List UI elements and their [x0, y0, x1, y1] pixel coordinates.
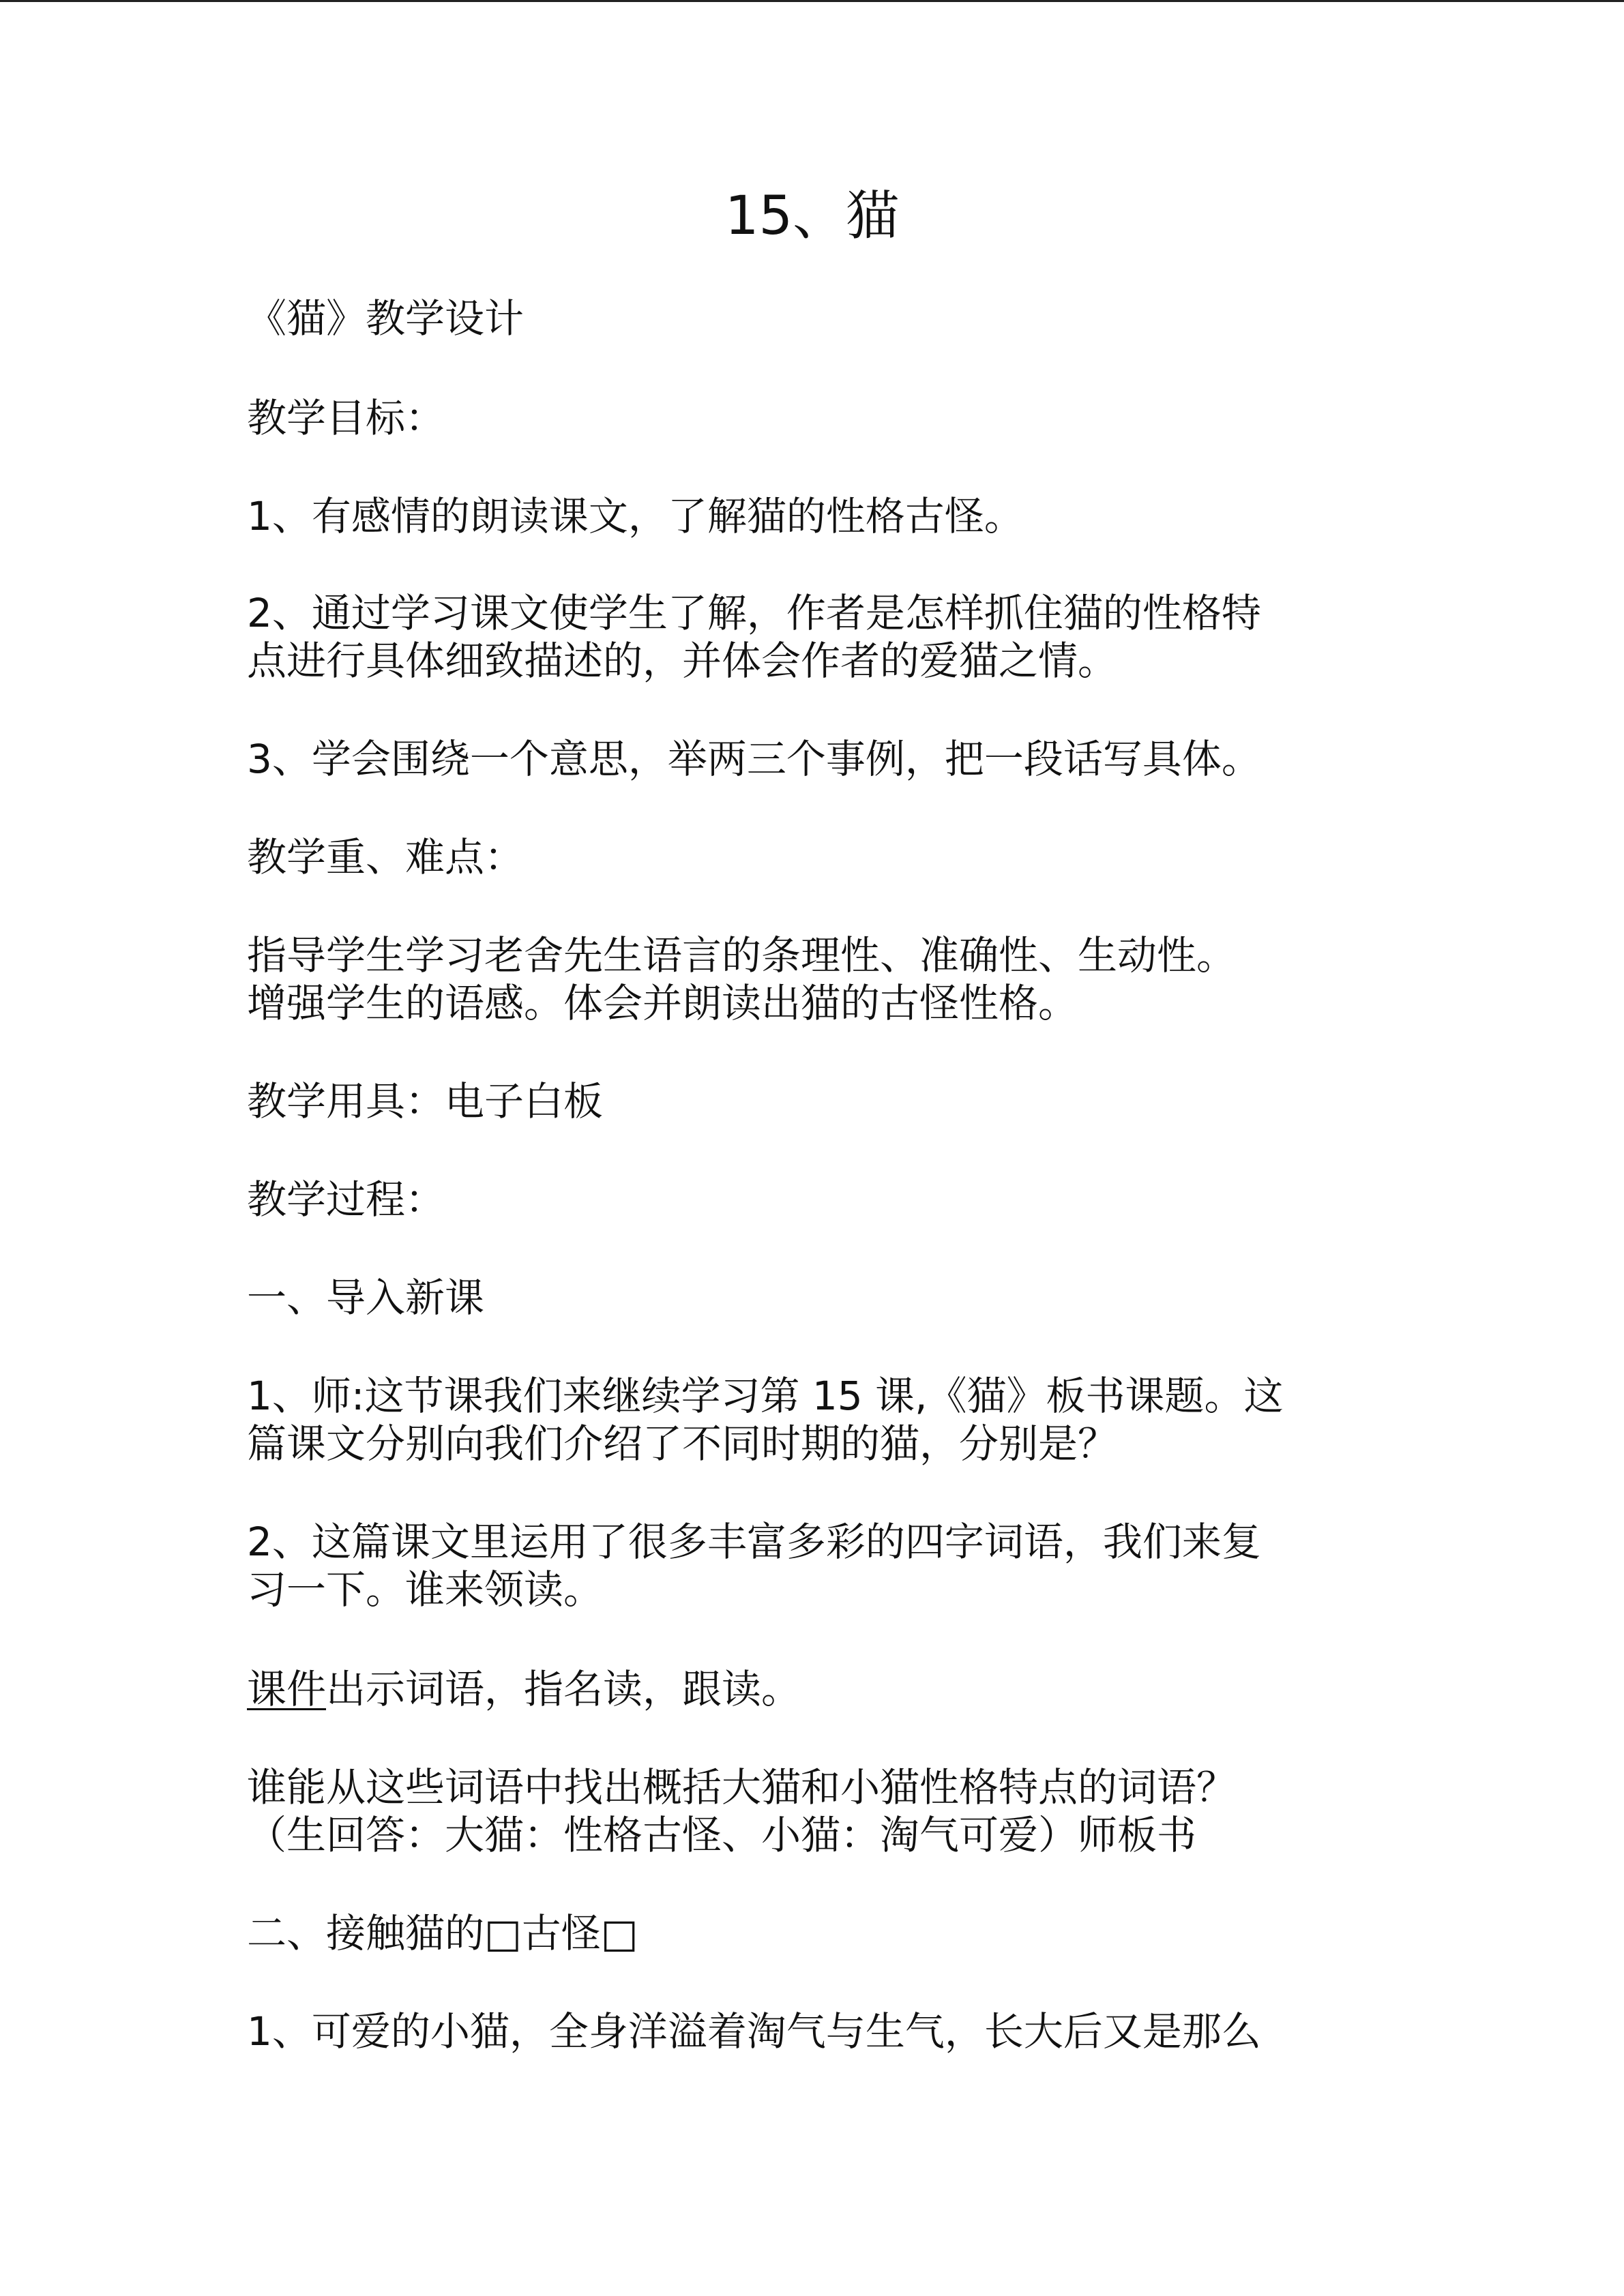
- courseware-text: 出示词语，指名读，跟读。: [326, 1666, 801, 1712]
- goal-1: 1、有感情的朗读课文，了解猫的性格古怪。: [247, 493, 1024, 539]
- question-line-1: 谁能从这些词语中找出概括大猫和小猫性格特点的词语？: [247, 1764, 1237, 1810]
- section-2-heading: 二、接触猫的□古怪□: [247, 1910, 638, 1956]
- key-points-line-2: 增强学生的语感。体会并朗读出猫的古怪性格。: [247, 980, 1078, 1026]
- process-heading: 教学过程：: [247, 1176, 445, 1223]
- step-2-line-1: 2、这篇课文里运用了很多丰富多彩的四字词语，我们来复: [247, 1519, 1261, 1565]
- goal-3: 3、学会围绕一个意思，举两三个事例，把一段话写具体。: [247, 736, 1261, 782]
- key-points-heading: 教学重、难点：: [247, 834, 525, 880]
- goal-2-line-1: 2、通过学习课文使学生了解，作者是怎样抓住猫的性格特: [247, 590, 1261, 636]
- teaching-tools: 教学用具：电子白板: [247, 1078, 604, 1124]
- key-points-line-1: 指导学生学习老舍先生语言的条理性、准确性、生动性。: [247, 932, 1237, 979]
- step-1-line-1: 1、师:这节课我们来继续学习第 15 课,《猫》板书课题。这: [247, 1373, 1284, 1419]
- question-line-2: （生回答：大猫：性格古怪、小猫：淘气可爱）师板书: [247, 1812, 1197, 1858]
- step-2-line-2: 习一下。谁来领读。: [247, 1566, 604, 1613]
- step-3: 1、可爱的小猫，全身洋溢着淘气与生气，长大后又是那么: [247, 2008, 1261, 2055]
- subtitle: 《猫》教学设计: [247, 295, 525, 342]
- courseware-link[interactable]: 课件: [247, 1666, 327, 1712]
- goals-heading: 教学目标：: [247, 395, 445, 441]
- step-1-line-2: 篇课文分别向我们介绍了不同时期的猫，分别是？: [247, 1420, 1118, 1467]
- section-1-heading: 一、导入新课: [247, 1274, 485, 1321]
- courseware-paragraph: [247, 1665, 1393, 1713]
- page-title: 15、猫: [724, 185, 900, 247]
- goal-2-line-2: 点进行具体细致描述的，并体会作者的爱猫之情。: [247, 638, 1118, 684]
- top-border-line: [0, 0, 1624, 2]
